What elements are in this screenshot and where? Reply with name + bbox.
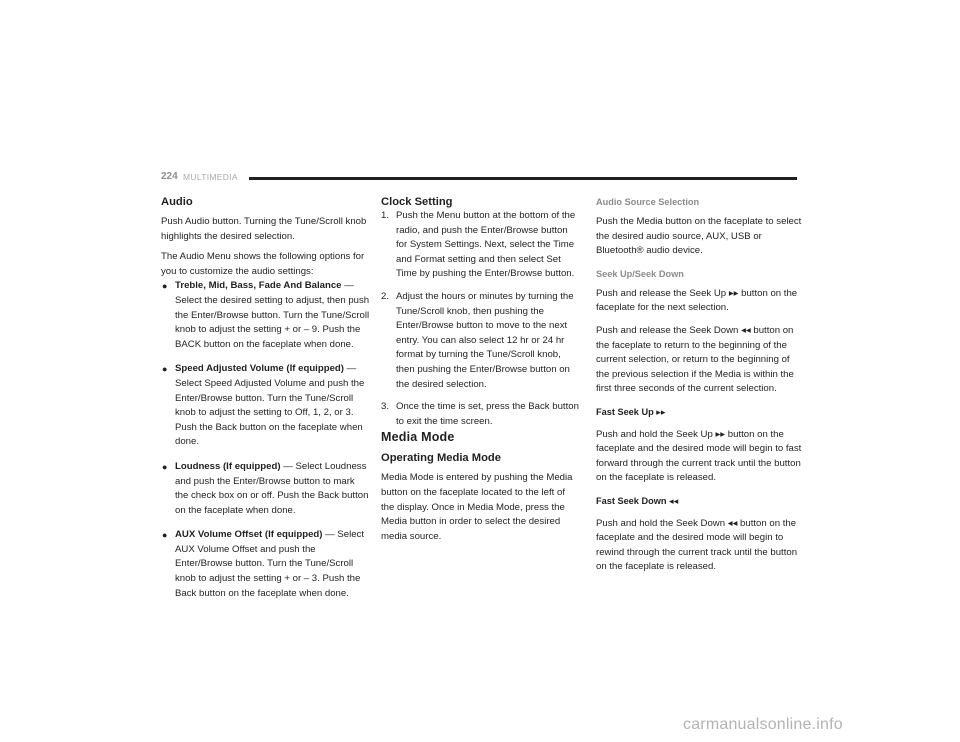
column-clock-media xyxy=(381,195,581,544)
operating-media-mode-heading: Operating Media Mode xyxy=(381,452,501,465)
clock-setting-heading: Clock Setting xyxy=(381,196,453,208)
bullet-icon: ● xyxy=(162,364,168,375)
bullet-icon: ● xyxy=(162,281,168,292)
option-term: Speed Adjusted Volume (If equipped) xyxy=(175,363,344,375)
rewind-icon: ◂◂ xyxy=(669,495,679,506)
bullet-icon: ● xyxy=(162,461,168,472)
forward-icon: ▸▸ xyxy=(656,406,666,417)
option-text: — Select the desired setting to adjust, then push the Enter/Browse button. Turn the Tune/Scroll knob to adjust the setting + or – 9. Push the BACK button on the faceplate when done. xyxy=(175,280,370,350)
seek-down-text: Push and release the Seek Down ◂◂ button on the faceplate to return to the beginning of the current selection, or return to the beginning of the previous selection if the Media is within the first three seconds of the current selection. xyxy=(596,324,794,395)
audio-options-list xyxy=(161,279,370,601)
option-term: AUX Volume Offset (If equipped) xyxy=(175,529,323,541)
header-rule xyxy=(249,177,797,180)
clock-steps-list xyxy=(381,209,581,429)
watermark: carmanualsonline.info xyxy=(683,716,843,733)
audio-source-text: Push the Media button on the faceplate to select the desired audio source, AUX, USB or Bluetooth® audio device. xyxy=(596,216,802,257)
step-number: 3. xyxy=(381,401,390,413)
list-item xyxy=(381,290,581,392)
audio-menu-text: The Audio Menu shows the following options for you to customize the audio settings: xyxy=(161,251,365,277)
step-text: Once the time is set, press the Back button to exit the time screen. xyxy=(396,401,579,427)
fast-seek-up-label: Fast Seek Up ▸▸ xyxy=(596,406,666,417)
media-mode-text: Media Mode is entered by pushing the Media button on the faceplate located to the left of the display. Once in Media Mode, press the Media button in order to select the desired media source. xyxy=(381,472,573,542)
list-item xyxy=(161,528,370,601)
option-text: — Select Loudness and push the Enter/Browse button to mark the check box on or off. Push the Back button on the faceplate when done. xyxy=(175,460,369,516)
section-title: MULTIMEDIA xyxy=(183,172,238,182)
option-term: Loudness (If equipped) xyxy=(175,460,281,472)
step-number: 2. xyxy=(381,290,390,302)
list-item xyxy=(381,209,581,282)
bullet-icon: ● xyxy=(162,530,168,541)
fast-seek-down-label: Fast Seek Down ◂◂ xyxy=(596,495,679,506)
option-text: — Select Speed Adjusted Volume and push the Enter/Browse button. Turn the Tune/Scroll knob to adjust the setting to Off, 1, 2, or 3. Push the Back button on the faceplate when done. xyxy=(175,363,365,448)
forward-icon: ▸▸ xyxy=(715,428,726,440)
page-header xyxy=(161,171,797,185)
media-mode-heading: Media Mode xyxy=(381,430,455,445)
fast-seek-up-text: Push and hold the Seek Up ▸▸ button on the faceplate and the desired mode will begin to fast forward through the current track until the button on the faceplate is released. xyxy=(596,428,802,484)
list-item xyxy=(161,279,370,352)
fast-seek-down-text: Push and hold the Seek Down ◂◂ button on the faceplate and the desired mode will begin to rewind through the current track until the button on the faceplate is released. xyxy=(596,517,798,573)
audio-source-heading: Audio Source Selection xyxy=(596,197,700,207)
column-source-seek xyxy=(596,195,804,575)
step-text: Push the Menu button at the bottom of the radio, and push the Enter/Browse button for System Settings. Next, select the Time and Format setting and then select Set Time by pushing the Enter/Browse button. xyxy=(396,210,576,280)
column-audio xyxy=(161,195,370,601)
rewind-icon: ◂◂ xyxy=(727,517,738,529)
forward-icon: ▸▸ xyxy=(728,287,739,299)
step-text: Adjust the hours or minutes by turning the Tune/Scroll knob, then pushing the Enter/Browse button to move to the next entry. You can also select 12 hr or 24 hr format by turning the Tune/Scroll knob, then pushing the Enter/Browse button on the desired selection. xyxy=(396,290,574,390)
list-item xyxy=(381,400,581,429)
list-item xyxy=(161,460,370,518)
rewind-icon: ◂◂ xyxy=(741,324,751,336)
seek-heading: Seek Up/Seek Down xyxy=(596,268,684,279)
step-number: 1. xyxy=(381,210,390,221)
option-text: — Select AUX Volume Offset and push the Enter/Browse button. Turn the Tune/Scroll knob to adjust the setting + or – 3. Push the Back button on the faceplate when done. xyxy=(175,529,365,599)
page-number: 224 xyxy=(161,171,178,182)
audio-heading: Audio xyxy=(161,196,193,208)
audio-intro: Push Audio button. Turning the Tune/Scroll knob highlights the desired selection. xyxy=(161,216,367,242)
option-term: Treble, Mid, Bass, Fade And Balance xyxy=(175,280,342,292)
seek-up-text: Push and release the Seek Up ▸▸ button on the faceplate for the next selection. xyxy=(596,287,798,314)
list-item xyxy=(161,362,370,450)
